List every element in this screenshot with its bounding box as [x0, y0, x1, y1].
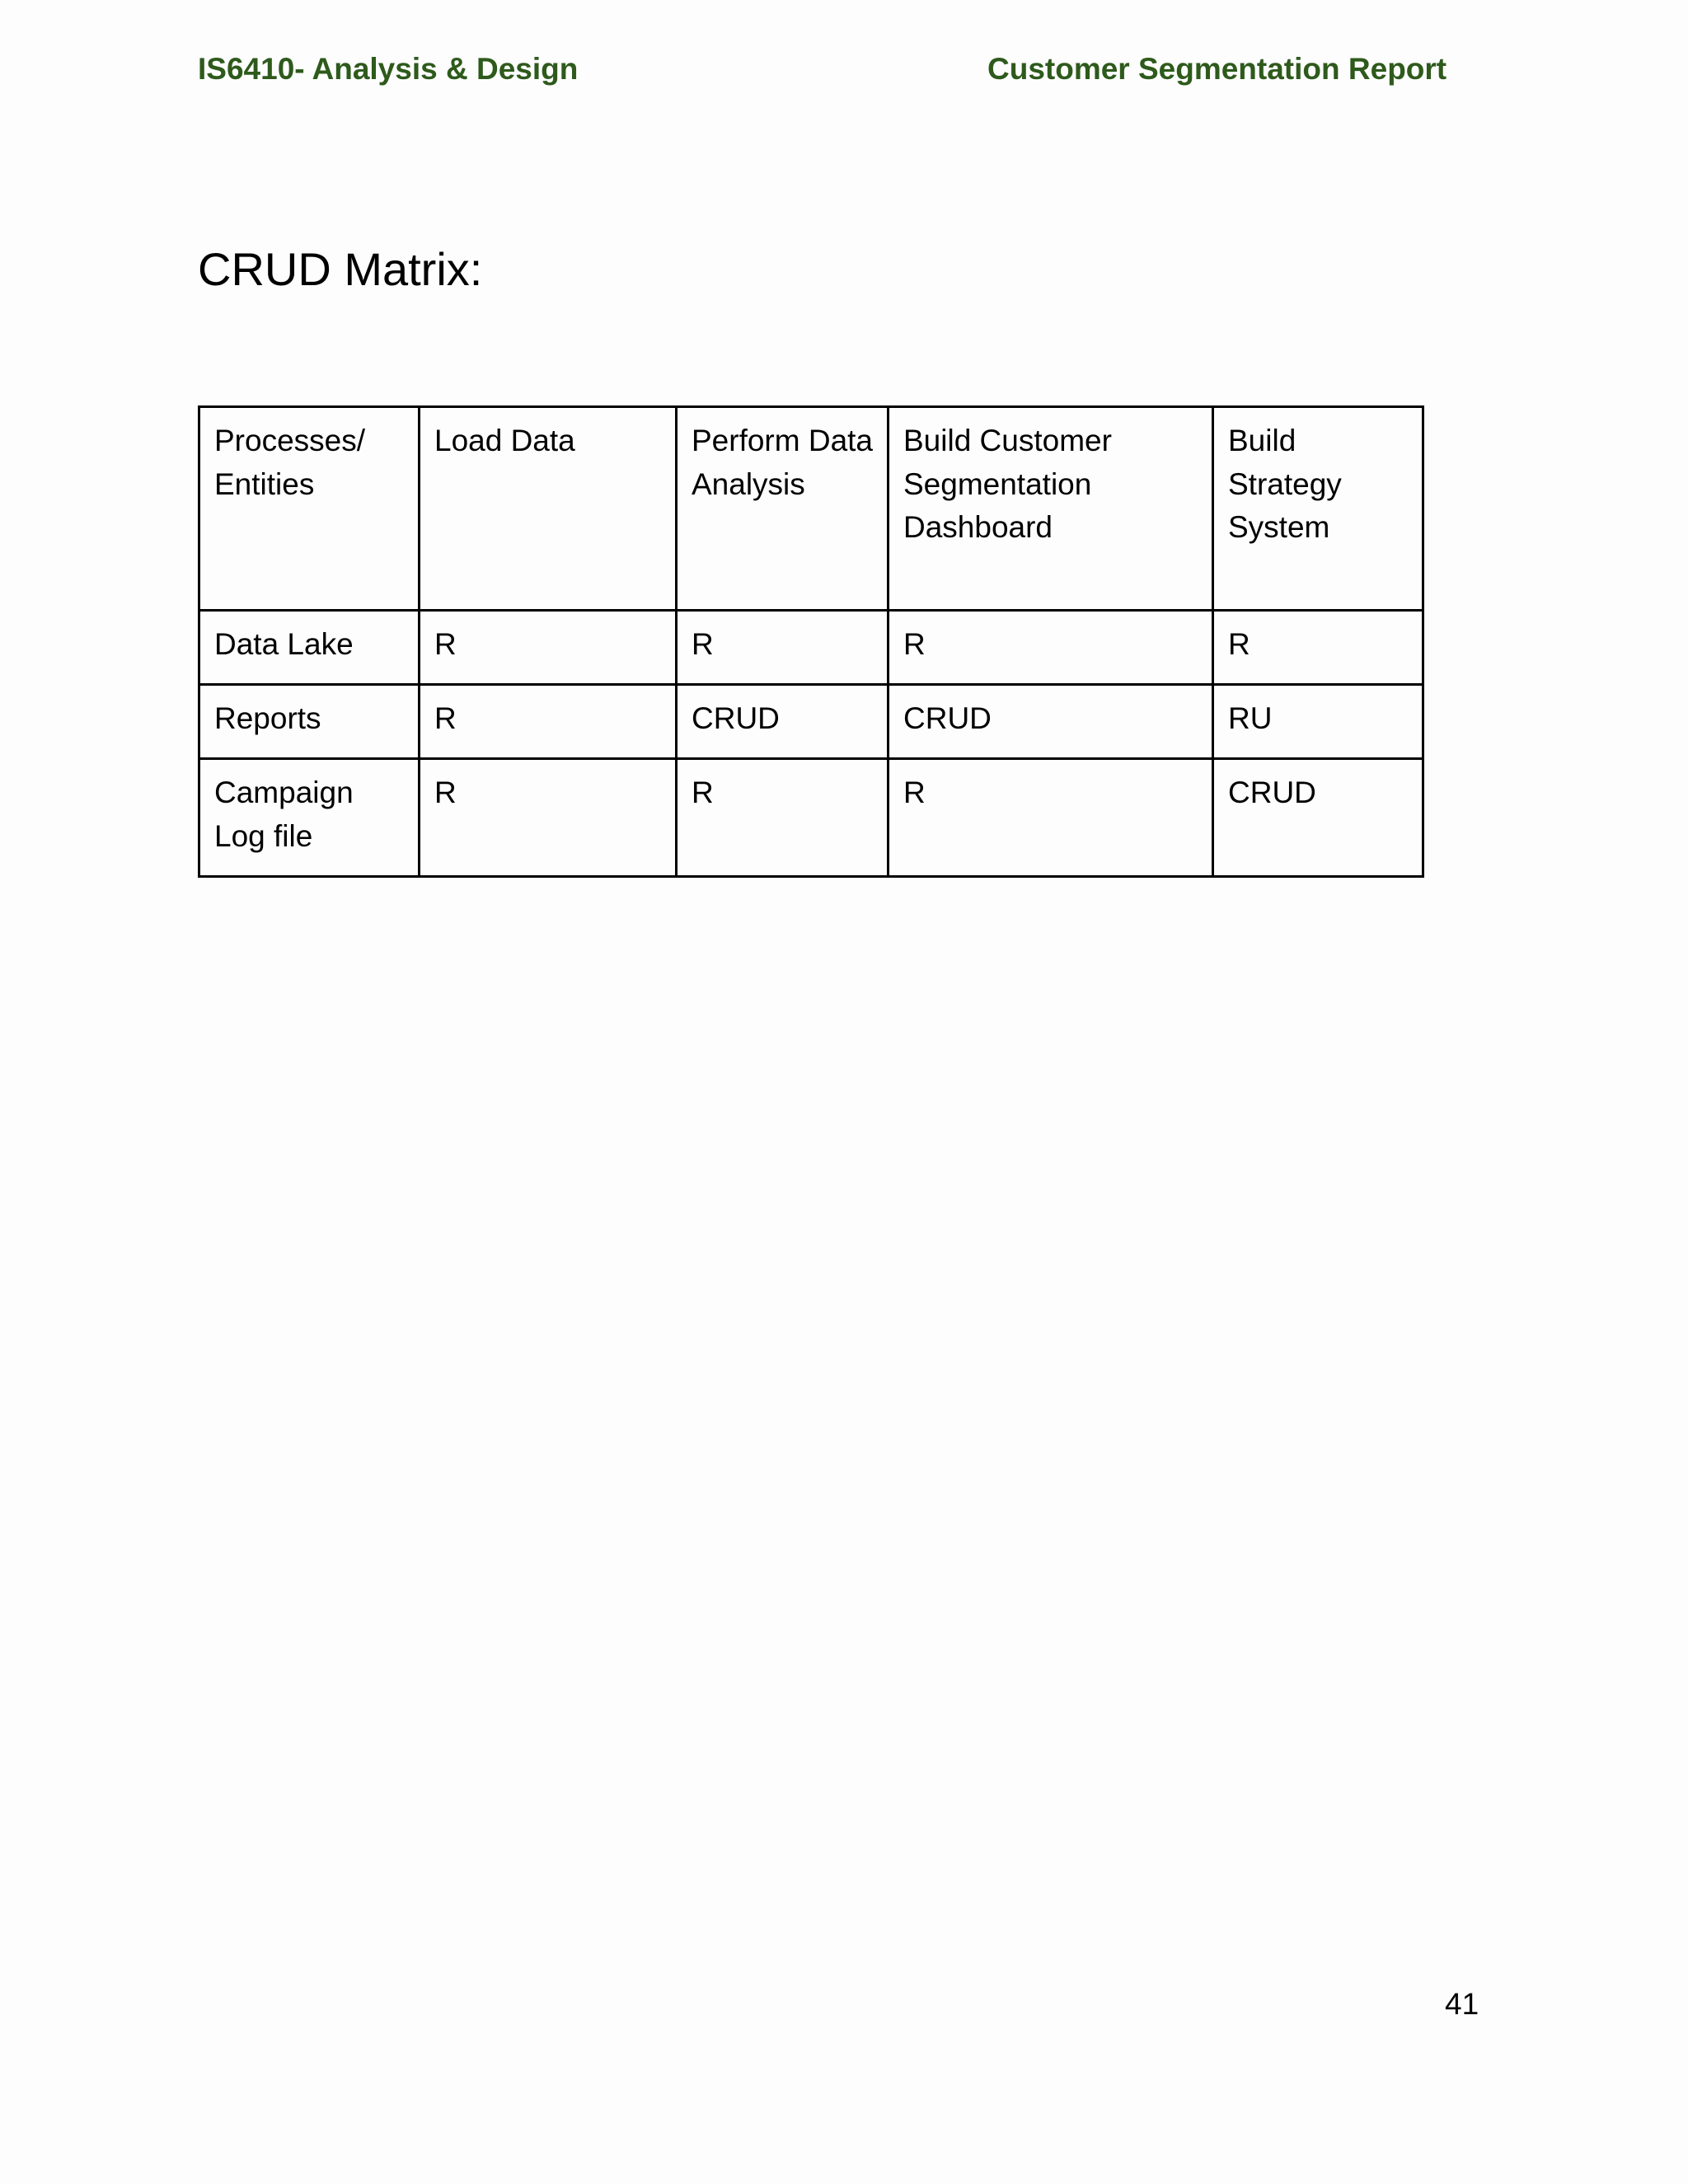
- header-report-title: Customer Segmentation Report: [987, 52, 1447, 86]
- crud-matrix-table: [198, 405, 1424, 878]
- table-cell: RU: [1213, 685, 1423, 759]
- row-entity-cell: Data Lake: [199, 611, 420, 685]
- table-cell: R: [677, 759, 889, 877]
- table-cell: R: [420, 685, 677, 759]
- header-cell: Load Data: [420, 407, 677, 611]
- table-row: [199, 685, 1423, 759]
- table-cell: CRUD: [677, 685, 889, 759]
- header-cell: Processes/ Entities: [199, 407, 420, 611]
- table-header-row: [199, 407, 1423, 611]
- table-row: [199, 759, 1423, 877]
- row-entity-cell: Campaign Log file: [199, 759, 420, 877]
- table-cell: R: [1213, 611, 1423, 685]
- table-cell: R: [889, 611, 1213, 685]
- table-cell: R: [420, 759, 677, 877]
- page-title: CRUD Matrix:: [198, 243, 483, 295]
- table-cell: R: [420, 611, 677, 685]
- table-row: [199, 611, 1423, 685]
- row-entity-cell: Reports: [199, 685, 420, 759]
- table-cell: R: [677, 611, 889, 685]
- header-cell: Build Strategy System: [1213, 407, 1423, 611]
- page-number: 41: [1445, 1987, 1479, 2021]
- table-cell: R: [889, 759, 1213, 877]
- header-cell: Build Customer Segmentation Dashboard: [889, 407, 1213, 611]
- table-cell: CRUD: [1213, 759, 1423, 877]
- header-course-title: IS6410- Analysis & Design: [198, 52, 579, 86]
- header-cell: Perform Data Analysis: [677, 407, 889, 611]
- table-cell: CRUD: [889, 685, 1213, 759]
